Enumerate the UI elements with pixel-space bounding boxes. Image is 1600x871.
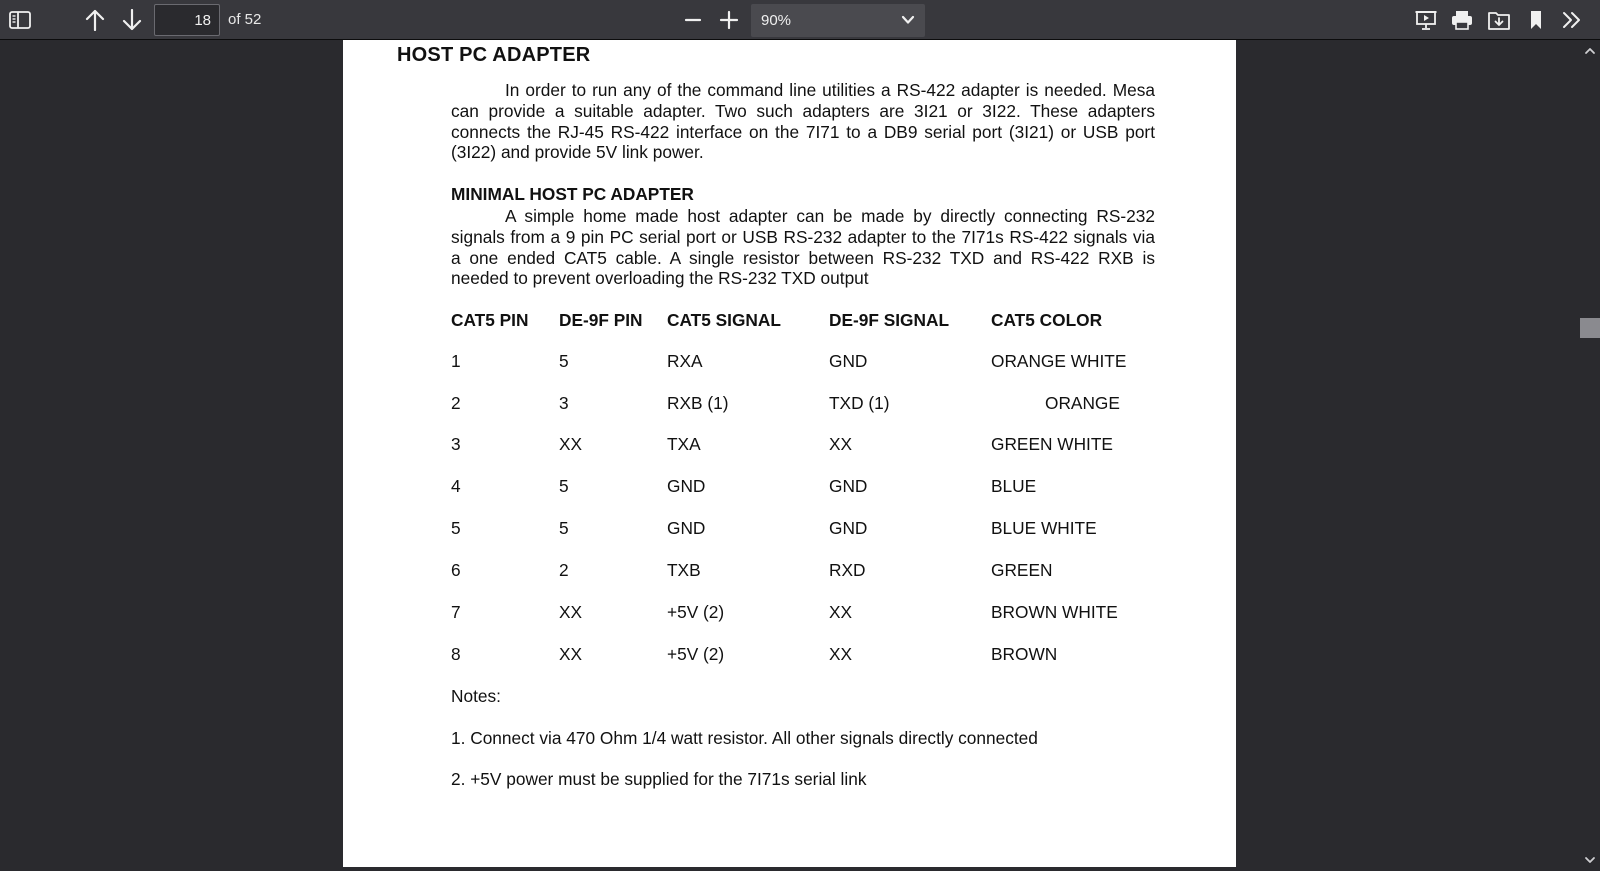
table-header-cat5-color: CAT5 COLOR	[991, 310, 1103, 330]
table-cell: ORANGE	[1045, 393, 1120, 413]
table-cell: RXB (1)	[667, 393, 729, 413]
table-cell: 2	[451, 393, 461, 413]
sidebar-toggle-icon[interactable]	[4, 4, 36, 36]
table-cell: 6	[451, 560, 461, 580]
table-cell: 2	[559, 560, 569, 580]
table-cell: TXB	[667, 560, 701, 580]
table-cell: GND	[667, 518, 706, 538]
arrow-up-icon	[85, 9, 105, 31]
plus-icon	[719, 10, 739, 30]
table-cell: XX	[829, 434, 853, 454]
presentation-icon	[1415, 10, 1437, 30]
minus-icon	[684, 11, 702, 29]
table-cell: GND	[829, 476, 868, 496]
intro-paragraph: In order to run any of the command line utilities a RS-422 adapter is needed. Mesa can provide a suitable adapter. Two such adapters are 3I21 or 3I22. These adapters connects the RJ-45 RS-422 interface on the 7I71 to a DB9 serial port (3I21) or USB port (3I22) and provide 5V link power.	[451, 80, 1155, 163]
table-header-cat5-pin: CAT5 PIN	[451, 310, 529, 330]
pdf-page	[343, 40, 1236, 867]
table-cell: XX	[559, 602, 583, 622]
zoom-in-button[interactable]	[713, 4, 745, 36]
table-cell: XX	[829, 602, 853, 622]
print-icon	[1451, 10, 1473, 30]
zoom-value: 90%	[761, 12, 792, 29]
zoom-select[interactable]	[751, 4, 925, 37]
note-item: 1. Connect via 470 Ohm 1/4 watt resistor. All other signals directly connected	[451, 728, 1038, 748]
tools-menu-button[interactable]	[1556, 4, 1588, 36]
table-cell: 4	[451, 476, 461, 496]
previous-page-button[interactable]	[79, 4, 111, 36]
table-cell: RXA	[667, 351, 703, 371]
table-cell: RXD	[829, 560, 866, 580]
table-cell: GND	[829, 518, 868, 538]
scrollbar-thumb[interactable]	[1580, 318, 1600, 338]
note-item: 2. +5V power must be supplied for the 7I71s serial link	[451, 769, 867, 789]
table-cell: GND	[829, 351, 868, 371]
bookmark-icon	[1529, 10, 1543, 30]
table-cell: XX	[559, 644, 583, 664]
table-cell: 5	[559, 351, 569, 371]
table-cell: TXD (1)	[829, 393, 890, 413]
page-number-input[interactable]	[154, 4, 220, 36]
table-cell: 3	[559, 393, 569, 413]
table-cell: +5V (2)	[667, 602, 725, 622]
table-header-cat5-signal: CAT5 SIGNAL	[667, 310, 781, 330]
save-button[interactable]	[1483, 4, 1515, 36]
table-cell: ORANGE WHITE	[991, 351, 1127, 371]
table-cell: 5	[559, 518, 569, 538]
vertical-scrollbar[interactable]	[1580, 40, 1600, 867]
save-icon	[1488, 10, 1510, 30]
zoom-out-button[interactable]	[677, 4, 709, 36]
table-cell: GREEN WHITE	[991, 434, 1113, 454]
table-cell: 7	[451, 602, 461, 622]
table-cell: 8	[451, 644, 461, 664]
double-chevron-right-icon	[1562, 11, 1582, 29]
table-cell: BLUE WHITE	[991, 518, 1097, 538]
chevron-down-icon	[901, 13, 915, 31]
bookmark-button[interactable]	[1520, 4, 1552, 36]
table-header-de9f-pin: DE-9F PIN	[559, 310, 643, 330]
table-cell: XX	[559, 434, 583, 454]
next-page-button[interactable]	[116, 4, 148, 36]
scroll-up-icon[interactable]	[1584, 44, 1596, 56]
table-header-de9f-signal: DE-9F SIGNAL	[829, 310, 950, 330]
table-cell: GREEN	[991, 560, 1053, 580]
table-cell: XX	[829, 644, 853, 664]
table-cell: 5	[559, 476, 569, 496]
print-button[interactable]	[1446, 4, 1478, 36]
table-cell: BROWN	[991, 644, 1058, 664]
page-count: of 52	[228, 11, 262, 28]
document-viewer[interactable]	[0, 40, 1600, 867]
pdf-toolbar	[0, 0, 1600, 40]
table-cell: GND	[667, 476, 706, 496]
description-paragraph: A simple home made host adapter can be made by directly connecting RS-232 signals from a 9 pin PC serial port or USB RS-232 adapter to the 7I71s RS-422 signals via a one ended CAT5 cable. A single resistor between RS-232 TXD and RS-422 RXB is needed to prevent overloading the RS-232 TXD output	[451, 206, 1155, 289]
table-cell: TXA	[667, 434, 701, 454]
arrow-down-icon	[122, 9, 142, 31]
presentation-mode-button[interactable]	[1410, 4, 1442, 36]
table-cell: BROWN WHITE	[991, 602, 1118, 622]
notes-label: Notes:	[451, 686, 501, 706]
section-subtitle: MINIMAL HOST PC ADAPTER	[451, 184, 694, 204]
table-cell: 1	[451, 351, 461, 371]
scroll-down-icon[interactable]	[1584, 853, 1596, 865]
table-cell: +5V (2)	[667, 644, 725, 664]
table-cell: 5	[451, 518, 461, 538]
table-cell: 3	[451, 434, 461, 454]
page-title: HOST PC ADAPTER	[397, 44, 591, 66]
table-cell: BLUE	[991, 476, 1037, 496]
